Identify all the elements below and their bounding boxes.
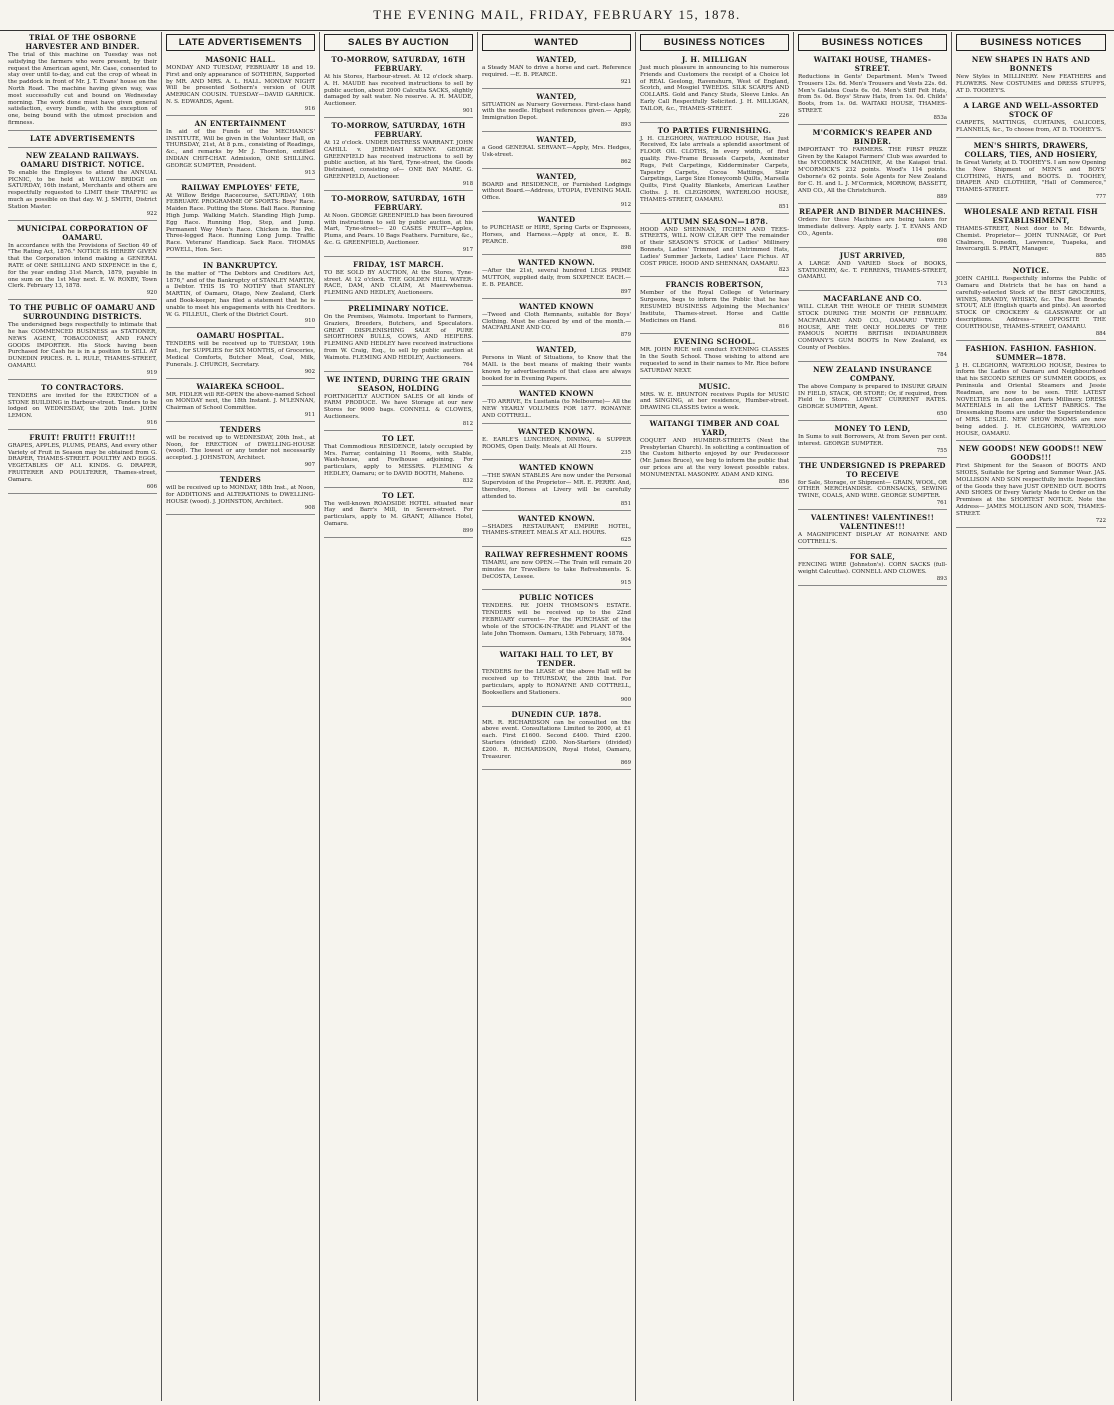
ad-number: 761: [936, 499, 947, 506]
ad-body: J. H. CLEGHORN, WATERLOO HOUSE, Has Just Received, Ex late arrivals a splendid assortment of FLOOR OIL CLOTHS, In every width, of first quality. Five-Frame Brussels Carpets, Axminster Rugs, Felt Carpetings, Kidderminster Carpets, Tapestry Carpets, Cocoa Mattings, Stair Carpetings, Large Size Honeycomb Quilts, Marsella Quilts, First Quality Blankets, American Leather Cloths. J. H. CLEGHORN, WATERLOO HOUSE, THAMES-STREET, OAMARU.: [640, 135, 789, 203]
advertisement: [482, 215, 631, 255]
ad-heading: FASHION. FASHION. FASHION. SUMMER—1878.: [965, 343, 1097, 362]
ad-heading: WANTED,: [536, 134, 577, 144]
ad-number: 722: [1095, 517, 1106, 524]
column-1: [4, 32, 162, 1401]
ad-body: In accordance with the Provisions of Section 49 of "The Rating Act, 1876." NOTICE IS HEREBY GIVEN that the Corporation intend making a GENERAL RATE of ONE SHILLING AND SIXPENCE in the £, for the year ending 31st March, 1879, payable in one sum on the 1st May next. E. W. ROXBY, Town Clerk. February 13, 1878.: [8, 242, 157, 290]
ad-heading: NEW ZEALAND RAILWAYS. OAMARU DISTRICT. NOTICE.: [20, 150, 145, 169]
ad-number: 853a: [933, 114, 947, 121]
ad-heading: WHOLESALE AND RETAIL FISH ESTABLISHMENT,: [964, 206, 1098, 225]
advertisement: [166, 183, 315, 258]
advertisement: [482, 55, 631, 89]
ad-number: 911: [304, 411, 315, 418]
ad-heading: TO-MORROW, SATURDAY, 16TH FEBRUARY.: [331, 193, 466, 212]
ad-number: 777: [1095, 193, 1106, 200]
advertisement: [482, 302, 631, 342]
ad-body: The trial of this machine on Tuesday was not satisfying the farmers who were present, by their request the American agent, Mr. Case, consented to stay over until to-day, and cut the crop of wheat in the paddock in front of Mr. J. T. Evans' house on the North Road. The machine having given way, was most successfully cut and bound on Wednesday morning. The work done must have given general satisfaction, every bundle, with the exception of one, being bound with the utmost precision and firmness.: [8, 52, 157, 126]
advertisement: [640, 55, 789, 123]
ad-heading: MUNICIPAL CORPORATION OF OAMARU.: [16, 223, 149, 242]
ad-heading: VALENTINES! VALENTINES!! VALENTINES!!!: [810, 512, 935, 531]
advertisement: [8, 383, 157, 430]
ad-heading: WAITAKI HOUSE, THAMES-STREET.: [813, 55, 932, 73]
advertisement: [482, 92, 631, 132]
ad-heading: WAIAREKA SCHOOL.: [196, 381, 285, 391]
ad-number: 885: [1095, 253, 1106, 260]
ad-heading: RAILWAY REFRESHMENT ROOMS: [484, 550, 629, 560]
ad-body: THAMES-STREET, Next door to Mr. Edwards, Chemist. Proprietor— JOHN TUNNAGE, Of Port Chalmers, Dunedin, Lawrence, Tuapeka, and Invercargill. S. PRATT, Manager.: [956, 225, 1106, 253]
ad-number: 893: [936, 576, 947, 583]
column-header: WANTED: [482, 34, 631, 51]
ad-heading: RAILWAY EMPLOYES' FETE,: [181, 182, 300, 192]
column-4: [478, 32, 636, 1401]
ad-body: On the Premises, Waimotu. Important to Farmers, Graziers, Breeders, Butchers, and Speculators. GREAT DISPLENISHING SALE of PURE SHORTHORN BULLS, COWS, AND HEIFERS. FLEMING AND HEDLEY have received instructions from W. Craig, Esq., to sell by public auction at Waimotu. FLEMING AND HEDLEY, Auctioneers.: [324, 313, 473, 361]
advertisement: [8, 224, 157, 301]
column-3: [320, 32, 478, 1401]
ad-body: Reductions in Gents' Department. Men's Tweed Trousers 12s. 6d. Men's Trousers and Vests 22s. 6d. Men's Galatea Coats 6s. 0d. Men's Stiff Felt Hats, from 5s. 0d. Boys' Straw Hats, from 1s. 0d. Childs' Boots, from 1s. 0d. WAITAKI HOUSE, THAMES-STREET.: [798, 74, 947, 114]
column-5: [636, 32, 794, 1401]
advertisement: [166, 261, 315, 329]
ad-heading: TRIAL OF THE OSBORNE HARVESTER AND BINDER.: [25, 33, 140, 51]
advertisement: [798, 461, 947, 510]
ad-body: That Commodious RESIDENCE, lately occupied by Mrs. Farrar, containing 11 Rooms, with Stable, Wash-house, and Fowlhouse adjoining. For particulars, apply to MESSRS. FLEMING & HEDLEY, Oamaru; or to DAVID BOOTH, Maheno.: [324, 443, 473, 477]
ad-number: 898: [620, 245, 631, 252]
advertisement: [798, 128, 947, 205]
advertisement: [8, 303, 157, 380]
ad-body: Just much pleasure in announcing to his numerous Friends and Customers the receipt of a Choice lot of REAL Geelong, Ravenshurn, West of England, Scotch, and Mosgiel TWEEDS. SILK SCARFS AND COLLARS. Gold and Fancy Studs, Sleeve Links. An Early Call Respectfully Solicited. J. H. MILLIGAN, TAILOR, &c., THAMES-STREET.: [640, 65, 789, 112]
ad-number: 862: [620, 158, 631, 165]
ad-body: At his Stores, Harbour-street. At 12 o'clock sharp. A. H. MAUDE has received instructions to sell by public auction, about 2000 Calcutta SACKS, slightly damaged by salt water. No reserve. A. H. MAUDE, Auctioneer.: [324, 74, 473, 108]
ad-number: 625: [620, 537, 631, 544]
ad-body: MRS. W. E. BRUNTON receives Pupils for MUSIC and SINGING, at her residence, Humber-street. DRAWING CLASSES twice a week.: [640, 391, 789, 412]
ad-body: SITUATION as Nursery Governess. First-class hand with the needle. Highest references given.— Apply, Immigration Depot.: [482, 101, 631, 122]
ad-body: TENDERS will be received up to TUESDAY, 19th Inst., for SUPPLIES for SIX MONTHS, of Groceries, Medical Comforts, Butcher Meat, Coal, Milk, Funerals. J. CHURCH, Secretary.: [166, 341, 315, 368]
ad-number: 899: [462, 527, 473, 534]
ad-heading: TO-MORROW, SATURDAY, 16TH FEBRUARY.: [331, 120, 466, 139]
advertisement: [324, 375, 473, 431]
ad-number: 915: [620, 580, 631, 587]
ad-heading: TO CONTRACTORS.: [41, 382, 124, 392]
advertisement: [166, 119, 315, 180]
ad-body: The well-known ROADSIDE HOTEL situated near Hay and Barr's Mill, in Severn-street. For particulars, apply to M. GRANT, Alliance Hotel, Oamaru.: [324, 500, 473, 528]
ad-body: —TO ARRIVE, Ex Lusitania (to Melbourne)— All the NEW YEARLY VOLUMES FOR 1877. RONAYNE AND COTTRELL.: [482, 399, 631, 419]
ad-body: A LARGE AND VARIED Stock of BOOKS, STATIONERY, &c. T. FERRENS, THAMES-STREET, OAMARU.: [798, 260, 947, 281]
advertisement: [798, 424, 947, 458]
ad-heading: WANTED KNOWN.: [517, 426, 596, 436]
ad-body: J. H. CLEGHORN, WATERLOO HOUSE, Desires to inform the Ladies of Oamaru and Neighbourhood that his SECOND SERIES OF SUMMER GOODS, ex Peninsula and Oriental Steamers and Jessie Readman, are now to be seen. THE LATEST NOVELTIES in London and Paris Millinery. DRESS MATERIALS in all the LATEST FABRICS. The Dressmaking Rooms are under the Superintendence of MRS. LESLIE. NEW SHOW ROOMS are now being added. J. H. CLEGHORN, WATERLOO HOUSE, OAMARU.: [956, 362, 1106, 437]
ad-heading: REAPER AND BINDER MACHINES.: [799, 207, 946, 217]
advertisement: [956, 207, 1106, 263]
ad-number: 235: [620, 450, 631, 457]
ad-body: TO BE SOLD BY AUCTION, At the Stores, Tyne-street. At 12 o'clock. THE GOLDEN HILL WATER-RACE, DAM, AND CLAIM, At Maerewhenua. FLEMING AND HEDLEY, Auctioneers.: [324, 269, 473, 297]
advertisement: [640, 126, 789, 214]
columns: [4, 32, 1110, 1401]
ad-heading: FOR SALE,: [849, 552, 896, 562]
ad-heading: EVENING SCHOOL.: [673, 337, 756, 347]
ad-heading: WANTED: [537, 214, 576, 224]
ad-number: 816: [778, 324, 789, 331]
ad-number: 823: [778, 267, 789, 274]
advertisement: [956, 444, 1106, 527]
advertisement: [166, 475, 315, 515]
ad-heading: JUST ARRIVED,: [839, 250, 906, 260]
ad-number: 650: [936, 410, 947, 417]
advertisement: [166, 55, 315, 116]
column-6: [794, 32, 952, 1401]
ad-heading: WE INTEND, DURING THE GRAIN SEASON, HOLDING: [326, 374, 471, 393]
ad-number: 916: [146, 419, 157, 426]
ad-number: 889: [936, 194, 947, 201]
ad-heading: MONEY TO LEND,: [834, 423, 911, 433]
ad-body: —Tweed and Cloth Remnants, suitable for Boys' Clothing. Must be cleared by end of the month.—MACFARLANE AND CO.: [482, 311, 631, 332]
ad-heading: WANTED KNOWN.: [517, 258, 596, 268]
advertisement: [166, 382, 315, 422]
ad-heading: PRELIMINARY NOTICE.: [348, 303, 449, 313]
advertisement: [8, 151, 157, 221]
ad-body: Persons in Want of Situations, to Know that the MAIL is the best means of making their wants known by advertisements of that class are always booked for in Evening Papers.: [482, 355, 631, 382]
ad-heading: NEW ZEALAND INSURANCE COMPANY.: [813, 364, 932, 383]
advertisement: [798, 55, 947, 125]
ad-body: At 12 o'clock. UNDER DISTRESS WARRANT. JOHN CAHILL v. JEREMIAH KENNY. GEORGE GREENFIELD has received instructions to sell by public auction, at his Yard, Tyne-street, the Goods Distrained, consisting of— ONE BAY MARE. G. GREENFIELD, Auctioneer.: [324, 139, 473, 180]
ad-body: FORTNIGHTLY AUCTION SALES Of all kinds of FARM PRODUCE. We have Storage at our new Stores for 9000 bags. CONNELL & CLOWES, Auctioneers.: [324, 393, 473, 420]
ad-body: to PURCHASE or HIRE, Spring Carts or Expresses, Horses, and Harness.—Apply at once, E. B. PEARCE.: [482, 224, 631, 245]
ad-body: COQUET AND HUMBER-STREETS (Next the Presbyterian Church). In soliciting a continuation of the Custom hitherto enjoyed by our Predecessor (Mr. James Bruce), we beg to inform the public that our prices are at the very lowest possible rates. MONUMENTAL MASONRY. ADAM AND KING.: [640, 437, 789, 478]
ad-body: The undersigned begs respectfully to intimate that he has COMMENCED BUSINESS as STATIONER, NEWS AGENT, TOBACCONIST, AND FANCY GOODS IMPORTER. His Stock having been Purchased for Cash he is in a position to SELL AT DUNEDIN PRICES. R. L. RULE, THAMES-STREET, OAMARU.: [8, 322, 157, 369]
ad-body: MR. R. RICHARDSON can be consulted on the above event. Consultations Limited to 2000, at £1 each. First £1600. Second £400. Third £200. Starters (divided) £200. Non-Starters (divided) £200. R. RICHARDSON, Royal Hotel, Oamaru, Treasurer.: [482, 719, 631, 760]
ad-heading: WANTED KNOWN: [519, 389, 594, 399]
ad-body: The above Company is prepared to INSURE GRAIN IN FIELD, STACK, OR STORE; Or, if required, from Field to Store. LOWEST CURRENT RATES. GEORGE SUMPTER, Agent.: [798, 383, 947, 411]
advertisement: [798, 365, 947, 421]
ad-body: TENDERS are invited for the ERECTION of a STONE BUILDING in Harbour-street. Tenders to be lodged on WEDNESDAY, the 20th Inst. JOHN LEMON.: [8, 392, 157, 420]
ad-heading: MEN'S SHIRTS, DRAWERS, COLLARS, TIES, AND HOSIERY,: [964, 140, 1098, 159]
ad-heading: NEW SHAPES IN HATS AND BONNETS: [971, 55, 1091, 73]
advertisement: [324, 260, 473, 301]
ad-number: 897: [620, 288, 631, 295]
ad-number: 606: [146, 483, 157, 490]
advertisement: [640, 217, 789, 278]
ad-heading: WANTED KNOWN.: [517, 513, 596, 523]
ad-heading: NOTICE.: [1012, 266, 1050, 276]
advertisement: [324, 194, 473, 257]
ad-heading: TO THE PUBLIC OF OAMARU AND SURROUNDING DISTRICTS.: [9, 303, 156, 322]
ad-heading: TO LET.: [382, 433, 415, 443]
ad-body: a Steady MAN to drive a horse and cart. Reference required. —E. B. PEARCE.: [482, 65, 631, 78]
ad-number: 713: [936, 281, 947, 288]
advertisement: [798, 251, 947, 291]
ad-body: Orders for these Machines are being taken for immediate delivery. Apply early. J. T. EVANS AND CO., Agents.: [798, 217, 947, 237]
advertisement: [8, 33, 157, 131]
ad-body: CARPETS, MATTINGS, CURTAINS, CALICOES, FLANNELS, &c., To choose from, AT D. TOOHEY'S.: [956, 120, 1106, 134]
ad-heading: TO LET.: [382, 490, 415, 500]
column-header: BUSINESS NOTICES: [640, 34, 789, 51]
ad-heading: THE UNDERSIGNED IS PREPARED TO RECEIVE: [799, 460, 946, 479]
advertisement: [956, 55, 1106, 98]
ad-heading: WAITAKI HALL TO LET, BY TENDER.: [499, 650, 614, 669]
ad-body: Member of the Royal College of Veterinary Surgeons, begs to inform the Public that he has RESUMED BUSINESS Adjoining the Mechanics' Institute, Thames-street. Horse and Cattle Medicines on Hand.: [640, 290, 789, 324]
ad-number: 913: [304, 169, 315, 176]
ad-number: 869: [620, 760, 631, 767]
ad-body: In aid of the Funds of the MECHANICS' INSTITUTE, Will be given in the Volunteer Hall, on THURSDAY, 21st, At 8 p.m., consisting of Readings, &c., and remarks by Mr J. Thornton, entitled INDIAN CHIT-CHAT. Admission, ONE SHILLING. GEORGE SUMPTER, President.: [166, 128, 315, 169]
ad-body: MONDAY AND TUESDAY, FEBRUARY 18 and 19. First and only appearance of SOTHERN, Supported by MR. AND MRS. A. L. HALL. MONDAY NIGHT Will be presented Sothern's version of OUR AMERICAN COUSIN. TUESDAY—DAVID GARRICK. N. S. EDWARDS, Agent.: [166, 65, 315, 105]
advertisement: [640, 419, 789, 489]
ad-number: 812: [462, 420, 473, 427]
ad-number: 907: [304, 462, 315, 469]
ad-number: 904: [620, 637, 631, 644]
ad-body: In the matter of "The Debtors and Creditors Act, 1876," and of the Bankruptcy of STANLEY MARTIN, a Debtor. THIS IS TO NOTIFY that STANLEY MARTIN, of Oamaru, Otago, New Zealand, Clerk and Book-keeper, has filed a statement that he is unable to meet his engagements with his Creditors. W. G. FILLEUL, Clerk of the District Court.: [166, 270, 315, 318]
advertisement: [956, 101, 1106, 138]
ad-heading: TENDERS: [219, 475, 262, 485]
ad-body: JOHN CAHILL Respectfully informs the Public of Oamaru and Districts that he has on hand a carefully-selected Stock of the BEST GROCERIES, WINES, BRANDY, WHISKY, &c. The Best Brands; STOUT, ALE (English quarts and pints). An assorted STOCK OF CROCKERY & GLASSWARE Of all descriptions. Address— OPPOSITE THE COURTHOUSE, THAMES-STREET, OAMARU.: [956, 276, 1106, 330]
ad-body: TIMARU, are now OPEN.—The Train will remain 20 minutes for Travellers to take Refreshments. S. DeCOSTA, Lessee.: [482, 560, 631, 580]
ad-body: A MAGNIFICENT DISPLAY AT RONAYNE AND COTTRELL'S.: [798, 531, 947, 545]
ad-heading: IN BANKRUPTCY.: [203, 260, 278, 270]
ad-heading: AN ENTERTAINMENT: [194, 118, 287, 128]
advertisement: [482, 427, 631, 461]
advertisement: [482, 463, 631, 510]
column-header: SALES BY AUCTION: [324, 34, 473, 51]
ad-body: In Sums to suit Borrowers, At from Seven per cent. interest. GEORGE SUMPTER.: [798, 433, 947, 447]
ad-body: a Good GENERAL SERVANT.—Apply, Mrs. Hedges, Usk-street.: [482, 144, 631, 158]
advertisement: [482, 258, 631, 298]
ad-number: 784: [936, 351, 947, 358]
ad-heading: TO PARTIES FURNISHING.: [657, 125, 772, 135]
ad-heading: OAMARU HOSPITAL.: [196, 331, 285, 341]
ad-number: 920: [146, 290, 157, 297]
ad-body: will be received up to MONDAY, 18th Inst., at Noon, for ADDITIONS and ALTERATIONS to DWELLING-HOUSE (wood). J. JOHNSTON, Architect.: [166, 485, 315, 505]
ad-heading: M'CORMICK'S REAPER AND BINDER.: [812, 127, 933, 146]
ad-number: 851: [778, 203, 789, 210]
ad-heading: DUNEDIN CUP. 1878.: [511, 709, 602, 719]
ad-number: 226: [778, 112, 789, 119]
ad-body: will be received up to WEDNESDAY, 20th Inst., at Noon, for ERECTION of DWELLING-HOUSE (wood). The lowest or any tender not necessarily accepted. J. JOHNSTON, Architect.: [166, 434, 315, 462]
ad-body: WILL CLEAR THE WHOLE OF THEIR SUMMER STOCK DURING THE MONTH OF FEBRUARY. MACFARLANE AND CO., OAMARU TWEED HOUSE, ARE THE ONLY HOLDERS OF THE FAMOUS NORTH BRITISH INDIARUBBER COMPANY'S GUM BOOTS In New Zealand, ex County of Peebles.: [798, 304, 947, 351]
advertisement: [640, 280, 789, 334]
ad-body: —SHADES RESTAURANT, EMPIRE HOTEL, THAMES-STREET. MEALS AT ALL HOURS.: [482, 523, 631, 537]
ad-number: 698: [936, 237, 947, 244]
column-header: BUSINESS NOTICES: [798, 34, 947, 51]
advertisement: [956, 141, 1106, 204]
advertisement: [640, 382, 789, 416]
ad-body: MR. FIDLER will RE-OPEN the above-named School on MONDAY next, the 18th Instant. J. M'LENNAN, Chairman of School Committee.: [166, 391, 315, 412]
advertisement: [798, 513, 947, 550]
advertisement: [482, 172, 631, 212]
advertisement: [482, 710, 631, 771]
ad-number: 755: [936, 447, 947, 454]
ad-number: 764: [462, 361, 473, 368]
ad-body: In Great Variety, at D. TOOHEY'S. I am now Opening the New Shipment of MEN'S and BOYS' CLOTHING, HATS, and BOOTS. D. TOOHEY, DRAPER AND CLOTHIER, "Hall of Commerce," THAMES-STREET.: [956, 159, 1106, 194]
advertisement: [482, 593, 631, 647]
advertisement: [798, 207, 947, 247]
column-header: BUSINESS NOTICES: [956, 34, 1106, 51]
ad-number: 884: [1095, 330, 1106, 337]
masthead-title: THE EVENING MAIL, FRIDAY, FEBRUARY 15, 1878.: [373, 7, 741, 22]
ad-body: GRAPES, APPLES, PLUMS, PEARS, And every other Variety of Fruit in Season may be obtained from G. DRAPER, THAMES-STREET. POULTRY AND EGGS. VEGETABLES OF ALL KINDS. G. DRAPER, FRUITERER AND POULTERER, Thames-street, Oamaru.: [8, 442, 157, 483]
advertisement: [798, 552, 947, 586]
advertisement: [482, 135, 631, 169]
ad-heading: MACFARLANE AND CO.: [823, 294, 922, 304]
ad-number: 919: [146, 369, 157, 376]
advertisement: [956, 344, 1106, 442]
ad-number: 902: [304, 368, 315, 375]
advertisement: [482, 650, 631, 706]
ad-number: 832: [462, 477, 473, 484]
advertisement: [482, 389, 631, 423]
ad-body: TENDERS. RE JOHN THOMSON'S ESTATE. TENDERS will be received up to the 22nd FEBRUARY current— For the PURCHASE of the whole of the STOCK-IN-TRADE and PLANT of the late John Thomson. Oamaru, 13th February, 1878.: [482, 603, 631, 637]
ad-number: 856: [778, 478, 789, 485]
ad-heading: FRIDAY, 1ST MARCH.: [353, 259, 444, 269]
advertisement: [324, 55, 473, 118]
ad-number: 893: [620, 121, 631, 128]
ad-number: 901: [462, 107, 473, 114]
ad-number: 916: [304, 105, 315, 112]
advertisement: [324, 434, 473, 488]
ad-heading: TENDERS: [219, 424, 262, 434]
ad-body: IMPORTANT TO FARMERS. THE FIRST PRIZE Given by the Kaiapoi Farmers' Club was awarded to the M'CORMICK MACHINE, At the Kaiapoi trial. M'CORMICK'S 232 points. Wood's 114 points. Osborne's 62 points. Sole Agents for New Zealand for C. H. and L. J. M'Cormick, MORROW, BASSETT, AND CO., All the Christchurch.: [798, 146, 947, 194]
ad-heading: MASONIC HALL.: [205, 55, 276, 64]
ad-heading: TO-MORROW, SATURDAY, 16TH FEBRUARY.: [331, 55, 466, 73]
ad-number: 910: [304, 318, 315, 325]
ad-heading: WANTED,: [536, 171, 577, 181]
ad-body: MR. JOHN RICE will conduct EVENING CLASSES In the South School. Those wishing to attend are requested to send in their names to Mr. Rice before SATURDAY NEXT.: [640, 347, 789, 374]
ad-body: At Noon. GEORGE GREENFIELD has been favoured with instructions to sell by public auction, at his Mart, Tyne-street— 20 CASES FRUIT—Apples, Plums, and Pears. 10 Bags Feathers. Furniture, &c., &c. G. GREENFIELD, Auctioneer.: [324, 212, 473, 246]
advertisement: [166, 425, 315, 472]
column-header: LATE ADVERTISEMENTS: [166, 34, 315, 51]
advertisement: [324, 304, 473, 372]
ad-heading: LATE ADVERTISEMENTS: [29, 133, 136, 143]
ad-number: 921: [620, 78, 631, 85]
ad-heading: WAITANGI TIMBER AND COAL YARD,: [649, 418, 780, 437]
ad-body: New Styles in MILLINERY. New FEATHERS and FLOWERS. New COSTUMES and DRESS STUFFS, AT D. TOOHEY'S.: [956, 74, 1106, 94]
ad-number: 851: [620, 500, 631, 507]
ad-heading: PUBLIC NOTICES: [519, 593, 594, 603]
ad-heading: FRANCIS ROBERTSON,: [665, 280, 764, 290]
column-2: [162, 32, 320, 1401]
ad-number: 908: [304, 505, 315, 512]
advertisement: [166, 331, 315, 378]
ad-body: HOOD AND SHENNAN, ITCHEN AND TEES-STREETS, WILL NOW CLEAR OFF The remainder of their SEASON'S STOCK of Ladies' Millinery Bonnets, Ladies' Trimmed and Untrimmed Hats, Ladies' Summer Jackets, Ladies' Lace Fichus. AT COST PRICE. HOOD AND SHENNAN, OAMARU.: [640, 226, 789, 267]
ad-number: 900: [620, 696, 631, 703]
ad-heading: MUSIC.: [698, 381, 731, 391]
advertisement: [482, 550, 631, 590]
ad-number: 879: [620, 332, 631, 339]
ad-body: —After the 21st, several hundred LEGS PRIME MUTTON, supplied daily, from SIXPENCE EACH.—E. B. PEARCE.: [482, 268, 631, 288]
ad-heading: WANTED KNOWN: [519, 463, 594, 473]
ad-heading: FRUIT! FRUIT!! FRUIT!!!: [29, 432, 136, 442]
ad-body: To enable the Employes to attend the ANNUAL PICNIC, to be held at WILLOW BRIDGE on SATURDAY, 16th instant, Merchants and others are respectfully requested to LIMIT their TRAFFIC as much as possible on that day. W. J. SMITH, District Station Master.: [8, 169, 157, 210]
ad-number: 918: [462, 180, 473, 187]
advertisement: [956, 266, 1106, 340]
ad-body: —THE SWAN STABLES Are now under the Personal Supervision of the Proprietor— MR. E. PERRY. And, therefore, Horses at Livery will be carefully attended to.: [482, 473, 631, 500]
ad-heading: J. H. MILLIGAN: [681, 55, 748, 64]
ad-body: for Sale, Storage, or Shipment— GRAIN, WOOL, OR OTHER MERCHANDISE. CORNSACKS, SEWING TWINE, COALS, AND WIRE. GEORGE SUMPTER.: [798, 479, 947, 500]
advertisement: [8, 433, 157, 494]
advertisement: [798, 294, 947, 362]
ad-body: FENCING WIRE (Johnston's). CORN SACKS (full-weight Calcuttas). CONNELL AND CLOWES.: [798, 562, 947, 576]
ad-heading: NEW GOODS! NEW GOODS!! NEW GOODS!!!: [958, 444, 1104, 463]
advertisement: [8, 134, 157, 148]
ad-number: 912: [620, 201, 631, 208]
ad-number: 917: [462, 246, 473, 253]
column-7: [952, 32, 1110, 1401]
advertisement: [640, 337, 789, 378]
advertisement: [324, 491, 473, 538]
ad-body: BOARD and RESIDENCE, or Furnished Lodgings without Board.—Address, UTOPIA, EVENING MAIL Office.: [482, 181, 631, 202]
ad-heading: WANTED,: [536, 345, 577, 355]
ad-heading: WANTED KNOWN: [519, 301, 594, 311]
masthead: [0, 0, 1114, 31]
ad-number: 922: [146, 210, 157, 217]
ad-body: TENDERS for the LEASE of the above Hall will be received up to THURSDAY, the 28th Inst. For particulars, apply to RONAYNE AND COTTRELL, Booksellers and Stationers.: [482, 669, 631, 696]
ad-heading: WANTED,: [536, 55, 577, 64]
advertisement: [324, 121, 473, 191]
advertisement: [482, 514, 631, 548]
ad-heading: WANTED,: [536, 91, 577, 101]
ad-body: First Shipment for the Season of BOOTS AND SHOES, Suitable for Spring and Summer Wear. JAS. MOLLISON AND SON respectfully invite Inspection of the Goods they have JUST OPENED OUT. BOOTS AND SHOES Of Every Variety Made to Order on the Premises at the SHORTEST NOTICE. Note the Address— JAMES MOLLISON AND SON, THAMES-STREET.: [956, 463, 1106, 517]
ad-body: E. EARLE'S LUNCHEON, DINING, & SUPPER ROOMS, Open Daily. Meals at All Hours.: [482, 436, 631, 450]
ad-heading: AUTUMN SEASON—1878.: [660, 216, 769, 226]
advertisement: [482, 345, 631, 386]
ad-heading: A LARGE AND WELL-ASSORTED STOCK OF: [963, 101, 1099, 120]
ad-body: At Willow Bridge Racecourse, SATURDAY, 16th FEBRUARY. PROGRAMME OF SPORTS: Boys' Race. Maiden Race. Putting the Stone. Ball Race. Running High Jump. Walking Match. Standing High Jump. Egg Race. Running Hop, Step, and Jump. Permanent Way Men's Race. Chicken in the Pot. Three-legged Race. Running Long Jump. Traffic Race. Veterans' Handicap. Sack Race. THOMAS POWELL, Hon. Sec.: [166, 192, 315, 253]
